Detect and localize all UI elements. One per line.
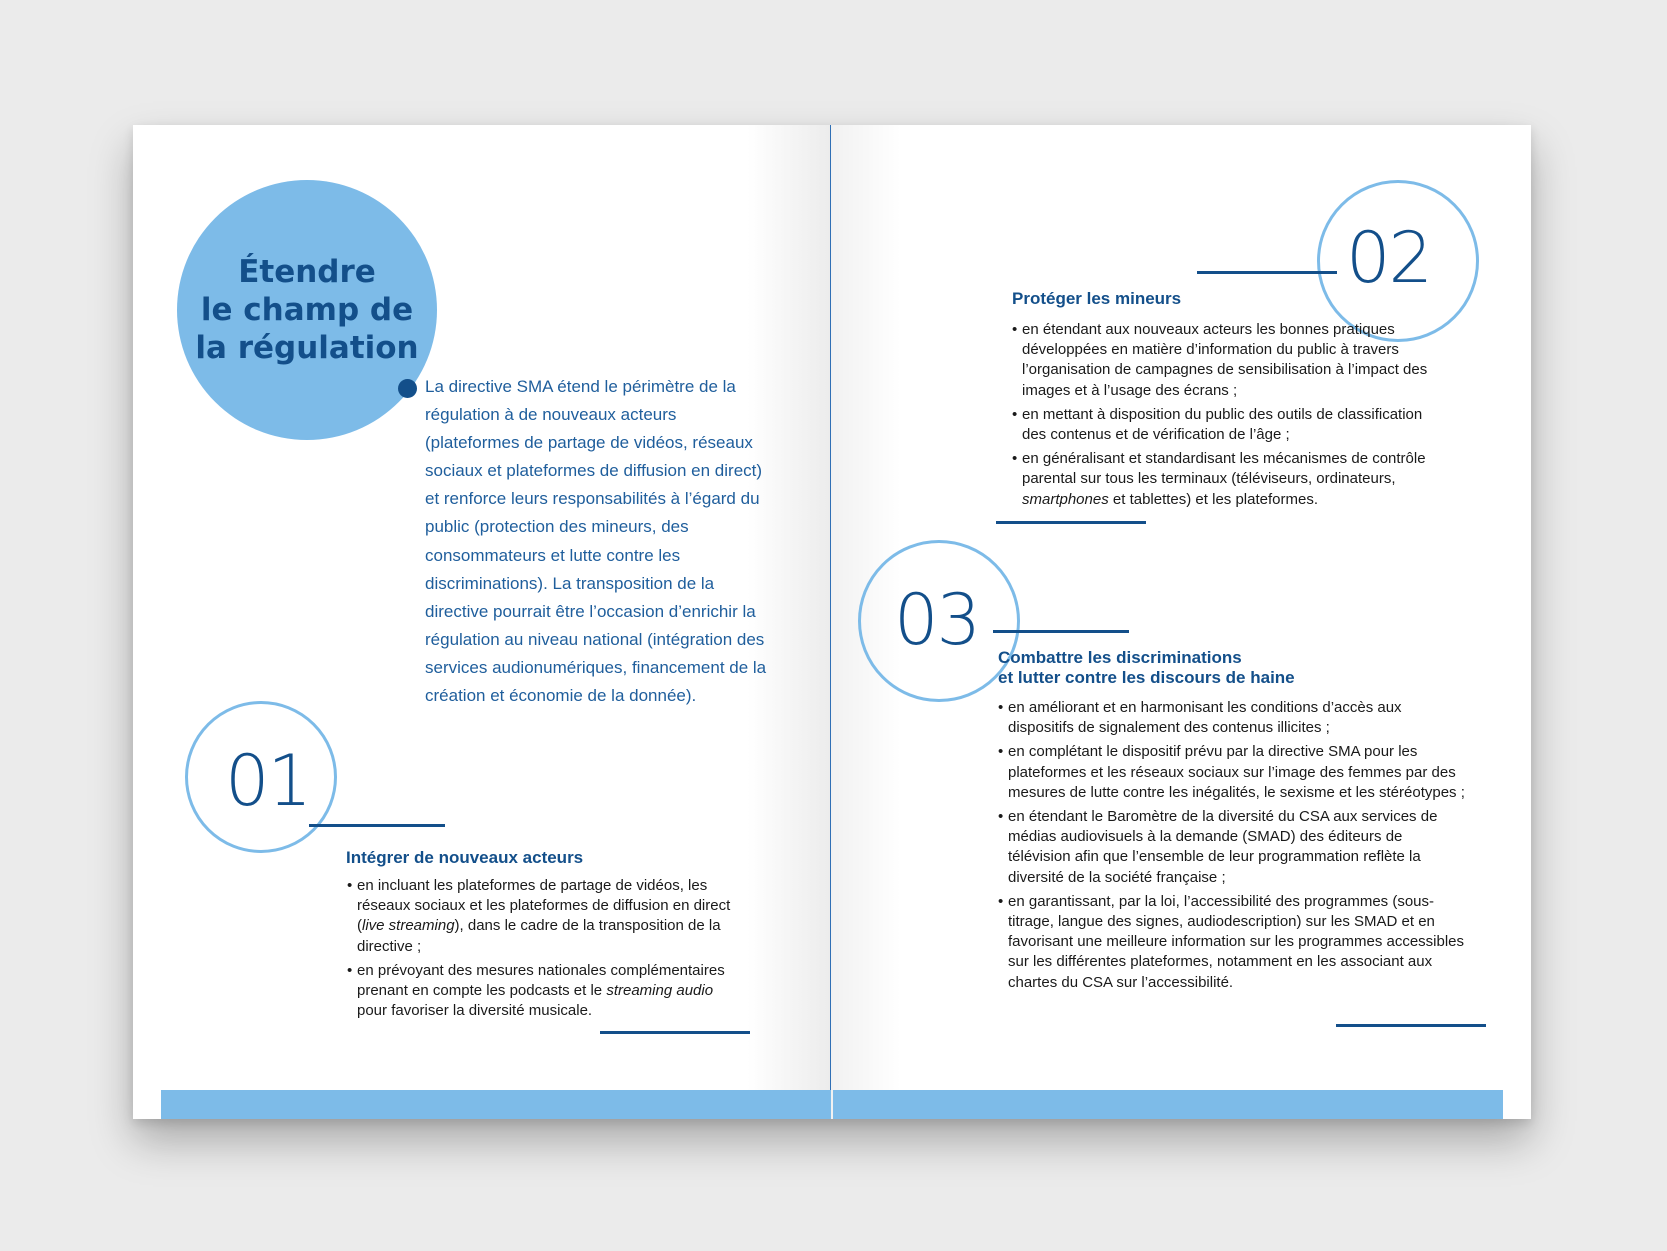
section-01-list [347, 876, 735, 1025]
list-item: • en étendant le Baromètre de la diversité du CSA aux services de médias audiovisuels à la demande (SMAD) des éditeurs de télévision afin que l’ensemble de leur programmation reflète la diversité de la société française ; [998, 807, 1468, 888]
section-02-number: 02 [1346, 217, 1432, 299]
right-page [831, 125, 1531, 1119]
list-item: • en prévoyant des mesures nationales complémentaires prenant en compte les podcasts et le streaming audio pour favoriser la diversité musicale. [347, 961, 735, 1022]
section-03-end-rule [1336, 1024, 1486, 1027]
section-03-rule [993, 630, 1129, 633]
title-circle [177, 180, 437, 440]
section-03-list [998, 698, 1468, 997]
list-item: • en mettant à disposition du public des outils de classification des contenus et de vérification de l’âge ; [1012, 405, 1442, 445]
section-02-end-rule [996, 521, 1146, 524]
list-item: • en garantissant, par la loi, l’accessibilité des programmes (sous-titrage, langue des signes, audiodescription) sur les SMAD et en favorisant une meilleure information sur les programmes accessibles sur les différentes plateformes, notamment en les associant aux chartes du CSA sur l’accessibilité. [998, 892, 1468, 993]
section-01-title: Intégrer de nouveaux acteurs [346, 848, 584, 867]
bullet-dot [398, 379, 417, 398]
list-item: • en améliorant et en harmonisant les conditions d’accès aux dispositifs de signalement des contenus illicites ; [998, 698, 1468, 738]
section-03-number: 03 [894, 579, 980, 661]
section-01-end-rule [600, 1031, 750, 1034]
footer-band-right [833, 1090, 1503, 1119]
section-01-number: 01 [225, 740, 311, 822]
section-02-title: Protéger les mineurs [1012, 289, 1182, 308]
section-03-title: Combattre les discriminations et lutter contre les discours de haine [998, 648, 1295, 687]
section-01-rule [309, 824, 445, 827]
footer-band-left [161, 1090, 831, 1119]
left-page [133, 125, 831, 1119]
list-item: • en étendant aux nouveaux acteurs les bonnes pratiques développées en matière d’information du public à travers l’organisation de campagnes de sensibilisation à l’impact des images et à l’usage des écrans ; [1012, 320, 1442, 401]
list-item: • en complétant le dispositif prévu par la directive SMA pour les plateformes et les réseaux sociaux sur l’image des femmes par des mesures de lutte contre les inégalités, le sexisme et les stéréotypes ; [998, 742, 1468, 803]
section-02-list [1012, 320, 1442, 514]
brochure-spread [133, 125, 1531, 1119]
page-title: Étendre le champ de la régulation [195, 254, 419, 366]
intro-paragraph: La directive SMA étend le périmètre de la régulation à de nouveaux acteurs (plateformes de partage de vidéos, réseaux sociaux et plateformes de diffusion en direct) et renforce leurs responsabilités à l’égard du public (protection des mineurs, des consommateurs et lutte contre les discriminations). La transposition de la directive pourrait être l’occasion d’enrichir la régulation au niveau national (intégration des services audionumériques, financement de la création et économie de la donnée). [425, 377, 767, 706]
list-item: • en généralisant et standardisant les mécanismes de contrôle parental sur tous les terminaux (téléviseurs, ordinateurs, smartphones et tablettes) et les plateformes. [1012, 449, 1442, 510]
section-02-rule [1197, 271, 1337, 274]
list-item: • en incluant les plateformes de partage de vidéos, les réseaux sociaux et les plateformes de diffusion en direct (live streaming), dans le cadre de la transposition de la directive ; [347, 876, 735, 957]
